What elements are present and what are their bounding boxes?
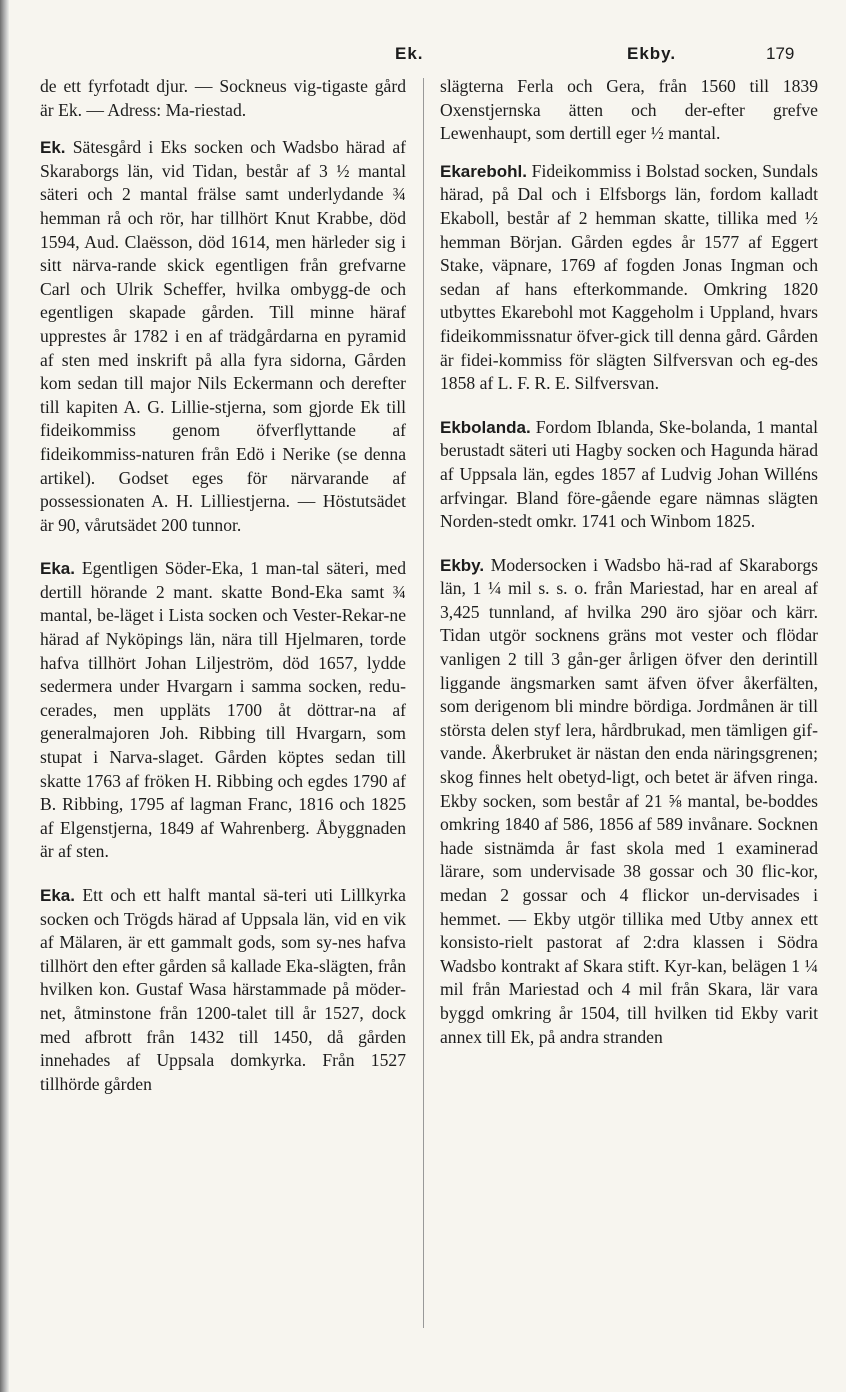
entry-headword: Ekby. — [440, 555, 485, 575]
entry-headword: Ekarebohl. — [440, 161, 527, 181]
header-left-word: Ek. — [395, 44, 424, 63]
entry-eka-2 — [40, 884, 406, 1096]
entry-text: Egentligen Söder-Eka, 1 man-tal säteri, med dertill hörande 2 mant. skatte Bond-Eka samt ¾ mantal, be-läget i Lista socken och Vester-Rekar-ne härad af Nyköpings län, nära till Hjelmaren, torde hafva tillhört Johan Liljeström, död 1657, lydde sedermera under Hvargarn i samma socken, redu-cerades, men uppläts 1700 åt döttrar-na af generalmajoren Joh. Ribbing till Hvargarn, som stupat i Narva-slaget. Gården köptes sedan till skatte 1763 af fröken H. Ribbing och egdes 1790 af B. Ribbing, 1795 af lagman Franc, 1816 och 1825 af Elgenstjerna, 1849 af Wahrenberg. Åbyggnaden är af sten. — [40, 558, 406, 862]
entry-text: Fordom Iblanda, Ske-bolanda, 1 mantal berustadt säteri uti Hagby socken och Hagunda härad af Uppsala län, egdes 1857 af Ludvig Johan Willéns arfvingar. Bland före-gående egare nämnas slägten Norden-stedt omkr. 1741 och Winbom 1825. — [440, 416, 818, 532]
left-column — [40, 75, 406, 1110]
entry-ekby — [440, 554, 818, 1049]
entry-ek — [40, 136, 406, 537]
column-divider — [423, 78, 424, 1328]
entry-text: Modersocken i Wadsbo hä-rad af Skaraborgs län, 1 ¼ mil s. s. o. från Mariestad, har en areal af 3,425 tunnland, af hvilka 290 äro sjöar och kärr. Tidan utgör socknens gräns mot vester och flödar vanligen 2 till 3 gån-ger årligen öfver den derintill liggande ängsmarken samt äfven öfver åkerfälten, som derigenom bli mindre bördiga. Jordmånen är till största delen styf lera, hårdbrukad, men tämligen gif-vande. Åkerbruket är nästan den enda näringsgrenen; skog finnes helt obetyd-ligt, och betet är äfven ringa. Ekby socken, som består af 21 ⅝ mantal, be-boddes omkring 1840 af 586, 1856 af 589 invånare. Socknen hade sistnämda år fast skola med 1 examinerad lärare, som undervisade 38 gossar och 30 flic-kor, medan 2 gossar och 4 flickor un-dervisades i hemmet. — Ekby utgör tillika med Utby annex ett konsisto-rielt pastorat af 2:dra klassen i Södra Wadsbo kontrakt af Skara stift. Kyr-kan, belägen 1 ¼ mil från Mariestad och 4 mil från Skara, lär vara byggd omkring år 1504, till hvilken tid Ekby varit annex till Ek, på andra stranden — [440, 554, 818, 1047]
entry-ekbolanda — [440, 416, 818, 534]
entry-text: Fideikommiss i Bolstad socken, Sundals härad, på Dal och i Elfsborgs län, fordom kalladt Ekaboll, består af 2 hemman skatte, tillika med ½ hemman Början. Gården egdes år 1577 af Eggert Stake, väpnare, 1769 af fogden Jonas Ingman och sedan af hans efterkommande. Omkring 1820 utbyttes Ekarebohl mot Kaggeholm i Uppland, hvars fideikommissnatur öfver-gick till denna gård. Gården är fidei-kommiss för slägten Silfversvan och eg-des 1858 af L. F. R. E. Silfversvan. — [440, 160, 818, 394]
entry-headword: Eka. — [40, 559, 75, 579]
entry-continuation — [40, 75, 406, 122]
page-number: 179 — [766, 44, 795, 63]
entry-headword: Ek. — [40, 138, 66, 158]
header-right-word: Ekby. — [627, 44, 677, 63]
running-header — [0, 44, 846, 68]
entry-headword: Eka. — [40, 886, 75, 905]
entry-eka-1 — [40, 557, 406, 864]
entry-text: Ett och ett halft mantal sä-teri uti Lillkyrka socken och Trögds härad af Uppsala län, vid en vik af Mälaren, är ett gammalt gods, som sy-nes hafva tillhört den efter gården så kallade Eka-slägten, från hvilken kon. Gustaf Wasa härstammade på möder-net, åtminstone från 1200-talet till år 1527, dock med afbrott från 1432 till 1450, då gården innehades af Uppsala domkyrka. Från 1527 tillhörde gården — [40, 885, 406, 1094]
entry-text: Sätesgård i Eks socken och Wadsbo härad af Skaraborgs län, vid Tidan, består af 3 ½ mantal säteri och 2 mantal frälse samt underlydande ¾ hemman rå och rör, har tillhört Knut Krabbe, död 1594, Aud. Claësson, död 1614, men härleder sig i sitt närva-rande skick egentligen från grefvarne Carl och Ulrik Scheffer, hvilka ombygg-de och egentligen skapade gården. Till minne häraf upprestes år 1782 i en af trädgårdarna en pyramid af sten med inskrift på alla fyra sidorna, Gården kom sedan till major Nils Eckermann och derefter till kapiten A. G. Lillie-stjerna, som gjorde Ek till fideikommiss genom öfverflyttande af fideikommiss-naturen från Edö i Nerike (se denna artikel). Godset eges för närvarande af possessionaten A. H. Lilliestjerna. — Höstutsädet är 90, vårutsädet 200 tunnor. — [40, 137, 406, 535]
entry-ekarebohl — [440, 160, 818, 396]
right-column — [440, 75, 818, 1063]
entry-continuation — [440, 75, 818, 146]
page-binding-edge — [0, 0, 9, 1392]
entry-headword: Ekbolanda. — [440, 417, 531, 437]
entry-text: de ett fyrfotadt djur. — Sockneus vig-tigaste gård är Ek. — Adress: Ma-riestad. — [40, 76, 406, 120]
entry-text: slägterna Ferla och Gera, från 1560 till 1839 Oxenstjernska ätten och der-efter grefve Lewenhaupt, som dertill eger ½ mantal. — [440, 76, 818, 144]
